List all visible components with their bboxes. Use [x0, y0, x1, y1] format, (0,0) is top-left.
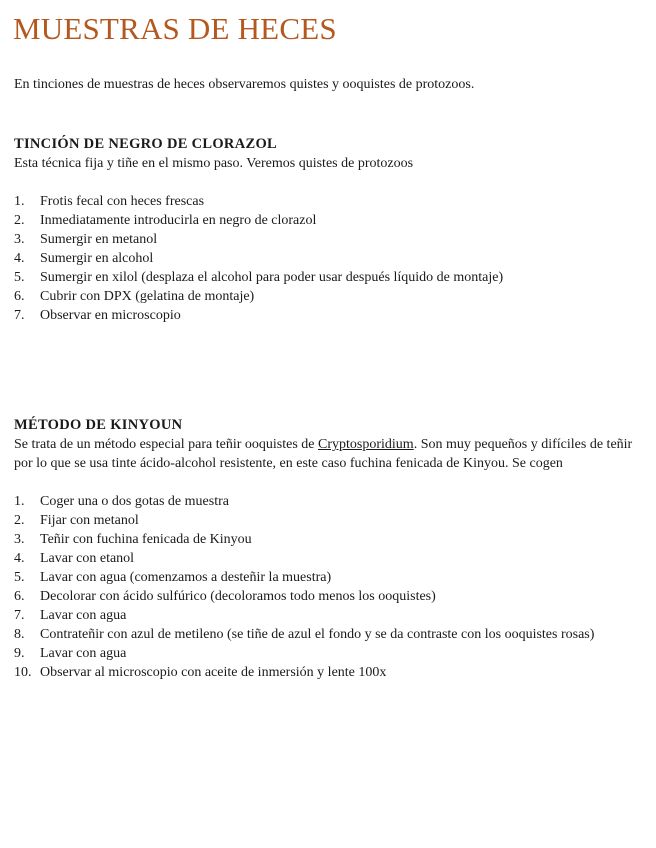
section-description [14, 435, 644, 473]
step-number: 4. [14, 251, 25, 266]
list-item [14, 306, 644, 325]
step-text: Lavar con etanol [40, 551, 135, 566]
description-text: . Son muy pequeños y difíciles de teñir por lo que se usa tinte ácido-alcohol resistente, en este caso fuchina fenicada de Kinyou. Se cogen [14, 437, 633, 471]
step-text: Observar al microscopio con aceite de inmersión y lente 100x [40, 665, 387, 680]
step-text: Inmediatamente introducirla en negro de clorazol [40, 213, 317, 228]
step-text: Sumergir en xilol (desplaza el alcohol para poder usar después líquido de montaje) [40, 270, 504, 285]
step-text: Sumergir en alcohol [40, 251, 154, 266]
step-number: 7. [14, 308, 25, 323]
list-item [14, 230, 644, 249]
step-number: 1. [14, 194, 25, 209]
list-item [14, 192, 644, 211]
steps-list [14, 192, 644, 325]
step-text: Coger una o dos gotas de muestra [40, 494, 229, 509]
section-heading: TINCIÓN DE NEGRO DE CLORAZOL [14, 136, 277, 152]
step-number: 5. [14, 270, 25, 285]
step-text: Fijar con metanol [40, 513, 139, 528]
step-text: Sumergir en metanol [40, 232, 158, 247]
list-item [14, 568, 600, 587]
section-heading: MÉTODO DE KINYOUN [14, 417, 183, 433]
section-description: Esta técnica fija y tiñe en el mismo paso. Veremos quistes de protozoos [14, 156, 414, 171]
cryptosporidium-term: Cryptosporidium [318, 437, 414, 452]
step-number: 6. [14, 289, 25, 304]
list-item [14, 625, 600, 644]
step-number: 10. [14, 665, 32, 680]
steps-list [14, 492, 644, 682]
list-item [14, 644, 600, 663]
section-negro-clorazol [14, 135, 644, 325]
step-number: 2. [14, 213, 25, 228]
step-text: Lavar con agua (comenzamos a desteñir la muestra) [40, 570, 332, 585]
list-item [14, 663, 600, 682]
step-number: 3. [14, 532, 25, 547]
list-item [14, 287, 644, 306]
description-text: Se trata de un método especial para teñir ooquistes de [14, 437, 319, 452]
list-item [14, 549, 600, 568]
step-number: 7. [14, 608, 25, 623]
list-item [14, 606, 600, 625]
step-number: 8. [14, 627, 25, 642]
list-item [14, 587, 600, 606]
step-text: Decolorar con ácido sulfúrico (decoloramos todo menos los ooquistes) [40, 589, 436, 604]
step-text: Teñir con fuchina fenicada de Kinyou [40, 532, 252, 547]
list-item [14, 530, 600, 549]
step-number: 1. [14, 494, 25, 509]
list-item [14, 268, 644, 287]
step-number: 4. [14, 551, 25, 566]
step-number: 6. [14, 589, 25, 604]
intro-paragraph: En tinciones de muestras de heces observaremos quistes y ooquistes de protozoos. [14, 77, 475, 92]
step-text: Lavar con agua [40, 608, 127, 623]
list-item [14, 492, 600, 511]
list-item [14, 249, 644, 268]
step-text: Lavar con agua [40, 646, 127, 661]
page-title: MUESTRAS DE HECES [13, 11, 337, 46]
step-number: 9. [14, 646, 25, 661]
step-number: 2. [14, 513, 25, 528]
step-text: Cubrir con DPX (gelatina de montaje) [40, 289, 255, 304]
step-text: Observar en microscopio [40, 308, 181, 323]
list-item [14, 211, 644, 230]
step-text: Frotis fecal con heces frescas [40, 194, 205, 209]
step-text: Contrateñir con azul de metileno (se tiñe de azul el fondo y se da contraste con los ooquistes rosas) [40, 627, 595, 642]
list-item [14, 511, 600, 530]
step-number: 5. [14, 570, 25, 585]
step-number: 3. [14, 232, 25, 247]
section-kinyoun [14, 416, 644, 682]
